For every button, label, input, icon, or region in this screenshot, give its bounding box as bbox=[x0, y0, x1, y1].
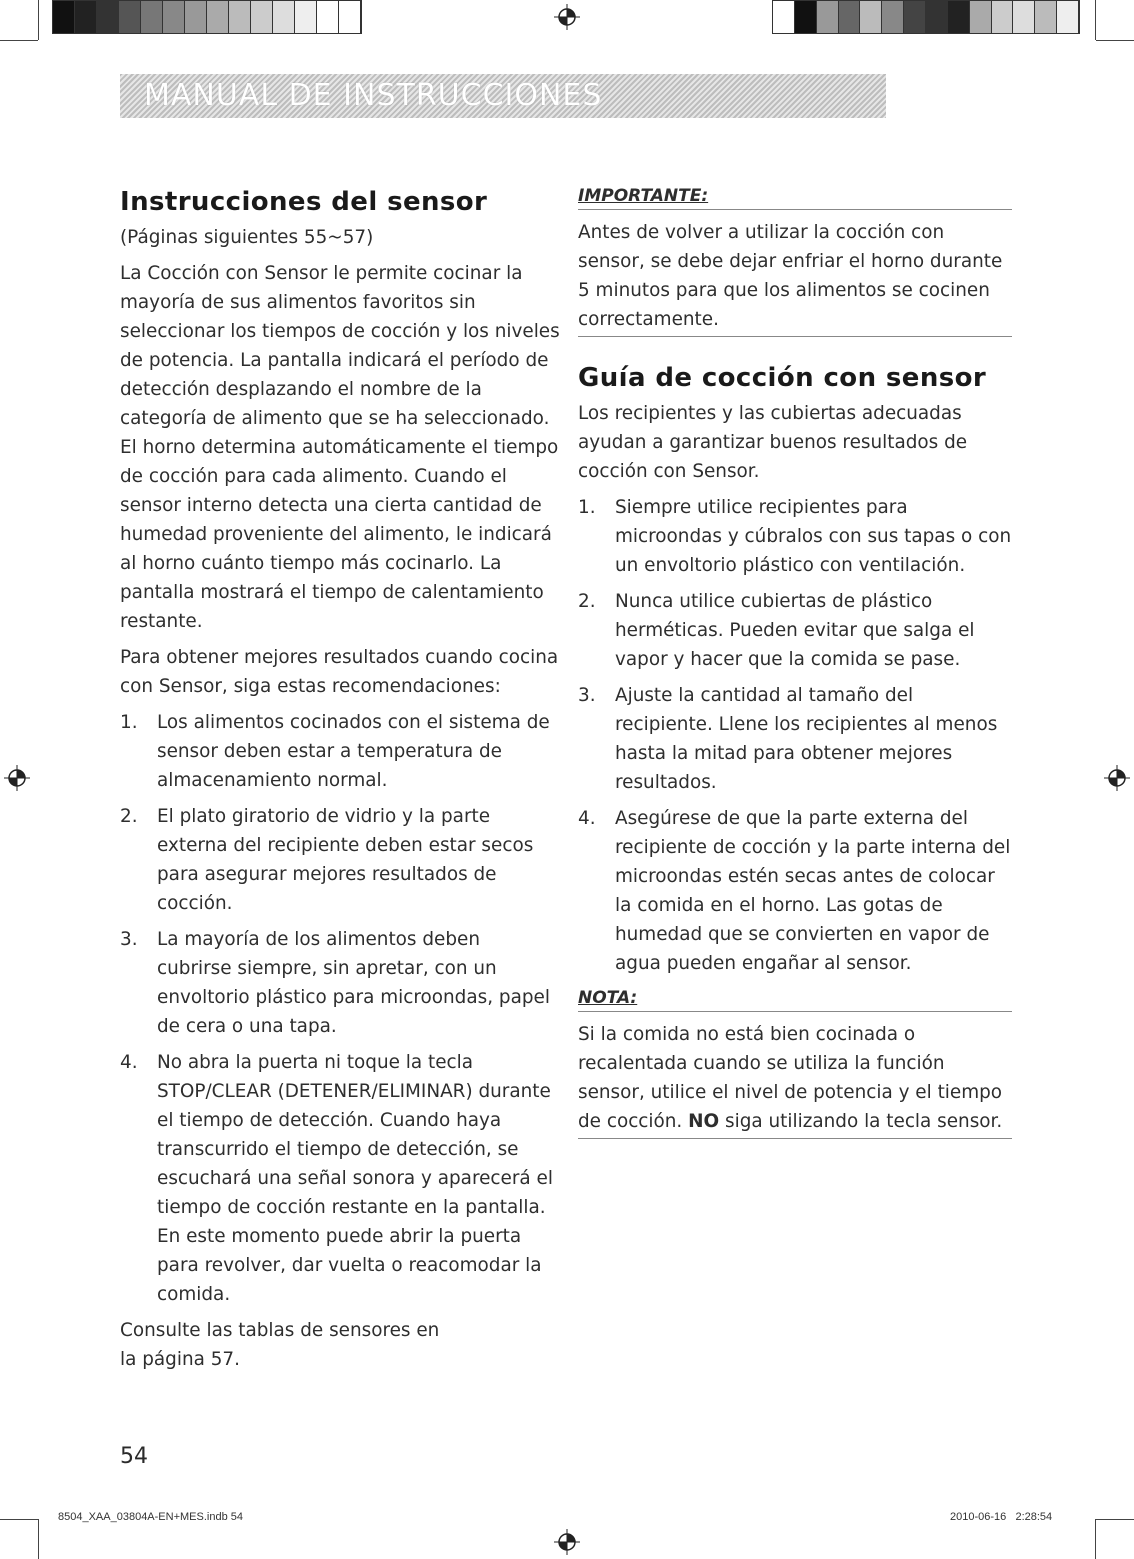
important-text: Antes de volver a utilizar la cocción con sensor, se debe dejar enfriar el horno durante 5 minutos para que los alimentos se cocinen correctamente. bbox=[578, 218, 1012, 337]
subheading: (Páginas siguientes 55~57) bbox=[120, 227, 374, 248]
list-item: 1. Los alimentos cocinados con el sistema de sensor deben estar a temperatura de almacenamiento normal. bbox=[120, 712, 550, 791]
crop-mark bbox=[38, 0, 39, 40]
note-label: NOTA: bbox=[578, 985, 1012, 1012]
registration-mark-icon bbox=[4, 765, 30, 791]
grayscale-bar-left bbox=[52, 0, 362, 34]
footer-file: 8504_XAA_03804A-EN+MES.indb 54 bbox=[58, 1511, 243, 1523]
registration-mark-icon bbox=[554, 4, 580, 30]
page-number: 54 bbox=[120, 1444, 148, 1469]
intro-paragraph: La Cocción con Sensor le permite cocinar la mayoría de sus alimentos favoritos sin seleccionar los tiempos de cocción y los niveles de potencia. La pantalla indicará el período de detección desplazando el nombre de la categoría de alimento que se ha seleccionado. El horno determina automáticamente el tiempo de cocción para cada alimento. Cuando el sensor interno detecta una cierta cantidad de humedad proveniente del alimento, le indicará al horno cuánto tiempo más cocinarlo. La pantalla mostrará el tiempo de calentamiento restante. bbox=[120, 263, 560, 632]
registration-mark-icon bbox=[554, 1529, 580, 1555]
list-item: 2. El plato giratorio de vidrio y la parte externa del recipiente deben estar secos para asegurar mejores resultados de cocción. bbox=[120, 806, 534, 914]
list-item: 3. La mayoría de los alimentos deben cubrirse siempre, sin apretar, con un envoltorio plástico para microondas, papel de cera o una tapa. bbox=[120, 929, 550, 1037]
note-text: Si la comida no está bien cocinada o recalentada cuando se utiliza la función sensor, utilice el nivel de potencia y el tiempo de cocción. NO siga utilizando la tecla sensor. bbox=[578, 1020, 1012, 1139]
list-item: 4. Asegúrese de que la parte externa del recipiente de cocción y la parte interna del microondas estén secas antes de colocar la comida en el horno. Las gotas de humedad que se convierten en vapor de agua pueden engañar al sensor. bbox=[578, 808, 1011, 974]
list-item: 3. Ajuste la cantidad al tamaño del recipiente. Llene los recipientes al menos hasta la mitad para obtener mejores resultados. bbox=[578, 685, 998, 793]
crop-mark bbox=[1095, 1519, 1096, 1559]
guide-intro: Los recipientes y las cubiertas adecuadas ayudan a garantizar buenos resultados de cocción con Sensor. bbox=[578, 403, 968, 482]
guide-list bbox=[578, 493, 1012, 978]
crop-mark bbox=[0, 40, 38, 41]
recommendation-list bbox=[120, 708, 560, 1309]
left-column bbox=[120, 183, 560, 1381]
crop-mark bbox=[0, 1519, 38, 1520]
grayscale-bar-right bbox=[772, 0, 1080, 34]
list-item: 4. No abra la puerta ni toque la tecla STOP/CLEAR (DETENER/ELIMINAR) durante el tiempo de detección. Cuando haya transcurrido el tiempo de detección, se escuchará una señal sonora y aparecerá el tiempo de cocción restante en la pantalla. En este momento puede abrir la puerta para revolver, dar vuelta o reacomodar la comida. bbox=[120, 1052, 553, 1305]
crop-mark bbox=[1096, 1519, 1134, 1520]
important-label: IMPORTANTE: bbox=[578, 183, 1012, 210]
right-column bbox=[578, 183, 1012, 1146]
crop-mark bbox=[38, 1519, 39, 1559]
recommendation-paragraph: Para obtener mejores resultados cuando cocina con Sensor, siga estas recomendaciones: bbox=[120, 647, 559, 697]
list-item: 1. Siempre utilice recipientes para microondas y cúbralos con sus tapas o con un envoltorio plástico con ventilación. bbox=[578, 497, 1012, 576]
note-emphasis: NO bbox=[688, 1111, 720, 1132]
sensor-guide-heading: Guía de cocción con sensor bbox=[578, 363, 987, 393]
footer-date: 2010-06-16 bbox=[950, 1511, 1007, 1523]
crop-mark bbox=[1096, 40, 1134, 41]
section-banner bbox=[120, 74, 886, 118]
closing-paragraph: Consulte las tablas de sensores en la página 57. bbox=[120, 1320, 440, 1370]
list-item: 2. Nunca utilice cubiertas de plástico herméticas. Pueden evitar que salga el vapor y hacer que la comida se pase. bbox=[578, 591, 975, 670]
registration-mark-icon bbox=[1104, 765, 1130, 791]
sensor-instructions-heading: Instrucciones del sensor bbox=[120, 187, 488, 217]
footer-timestamp bbox=[950, 1511, 1052, 1523]
footer-time: 2:28:54 bbox=[1015, 1511, 1053, 1523]
crop-mark bbox=[1095, 0, 1096, 40]
banner-title: MANUAL DE INSTRUCCIONES bbox=[144, 78, 603, 113]
